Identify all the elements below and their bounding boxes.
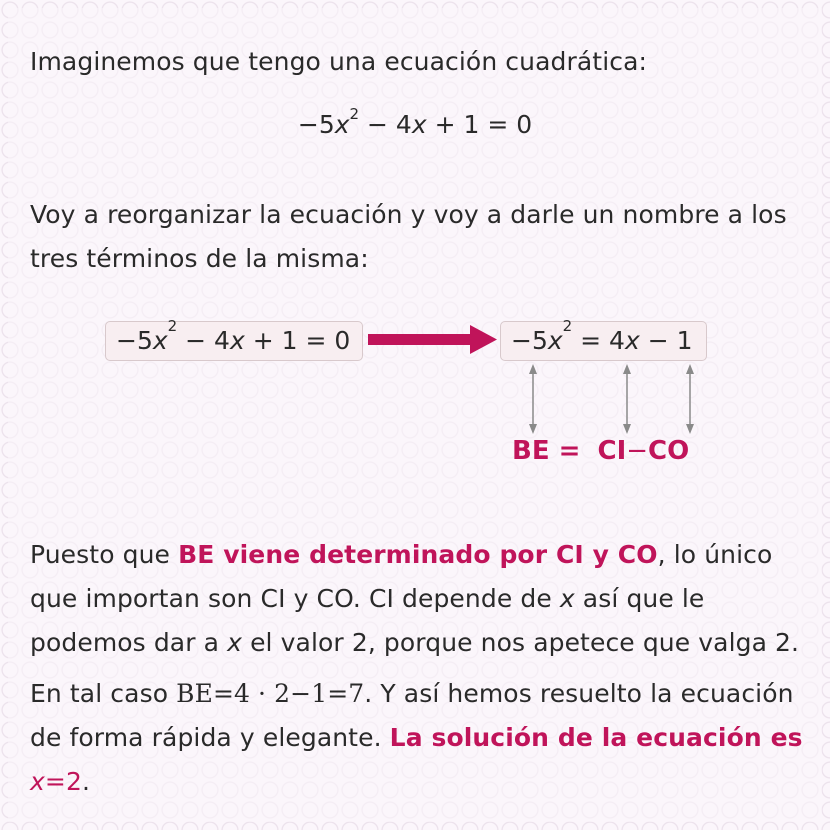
- inline-math: BE=4 · 2−1=7: [176, 679, 365, 708]
- original-equation-box: $-5x^2 - 4x + 1 = 0$: [105, 321, 363, 361]
- label-be: BE =: [512, 436, 581, 466]
- transform-arrow-head: [470, 325, 497, 354]
- reorganized-equation-box: $-5x^2 = 4x - 1$: [500, 321, 707, 361]
- explanation-paragraph: Puesto que BE viene determinado por CI y CO, lo único que importan son CI y CO. CI depende de x así que le podemos dar a x el valor 2, porque nos apetece que valga 2.: [30, 540, 800, 657]
- quadratic-equation: $-5x^2 - 4x + 1 = 0$: [297, 105, 533, 139]
- transform-arrow-shaft: [368, 334, 473, 345]
- solution-paragraph: En tal caso BE=4 · 2−1=7. Y así hemos resuelto la ecuación de forma rápida y elegante. La solución de la ecuación es x=2.: [30, 679, 803, 796]
- intro-text: Imaginemos que tengo una ecuación cuadrática:: [30, 47, 648, 76]
- label-co: CO: [648, 436, 690, 466]
- label-ci: CI: [597, 436, 627, 466]
- term-labels: BE = CI−CO: [512, 436, 690, 466]
- reorganize-text: Voy a reorganizar la ecuación y voy a darle un nombre a los tres términos de la misma:: [30, 200, 787, 273]
